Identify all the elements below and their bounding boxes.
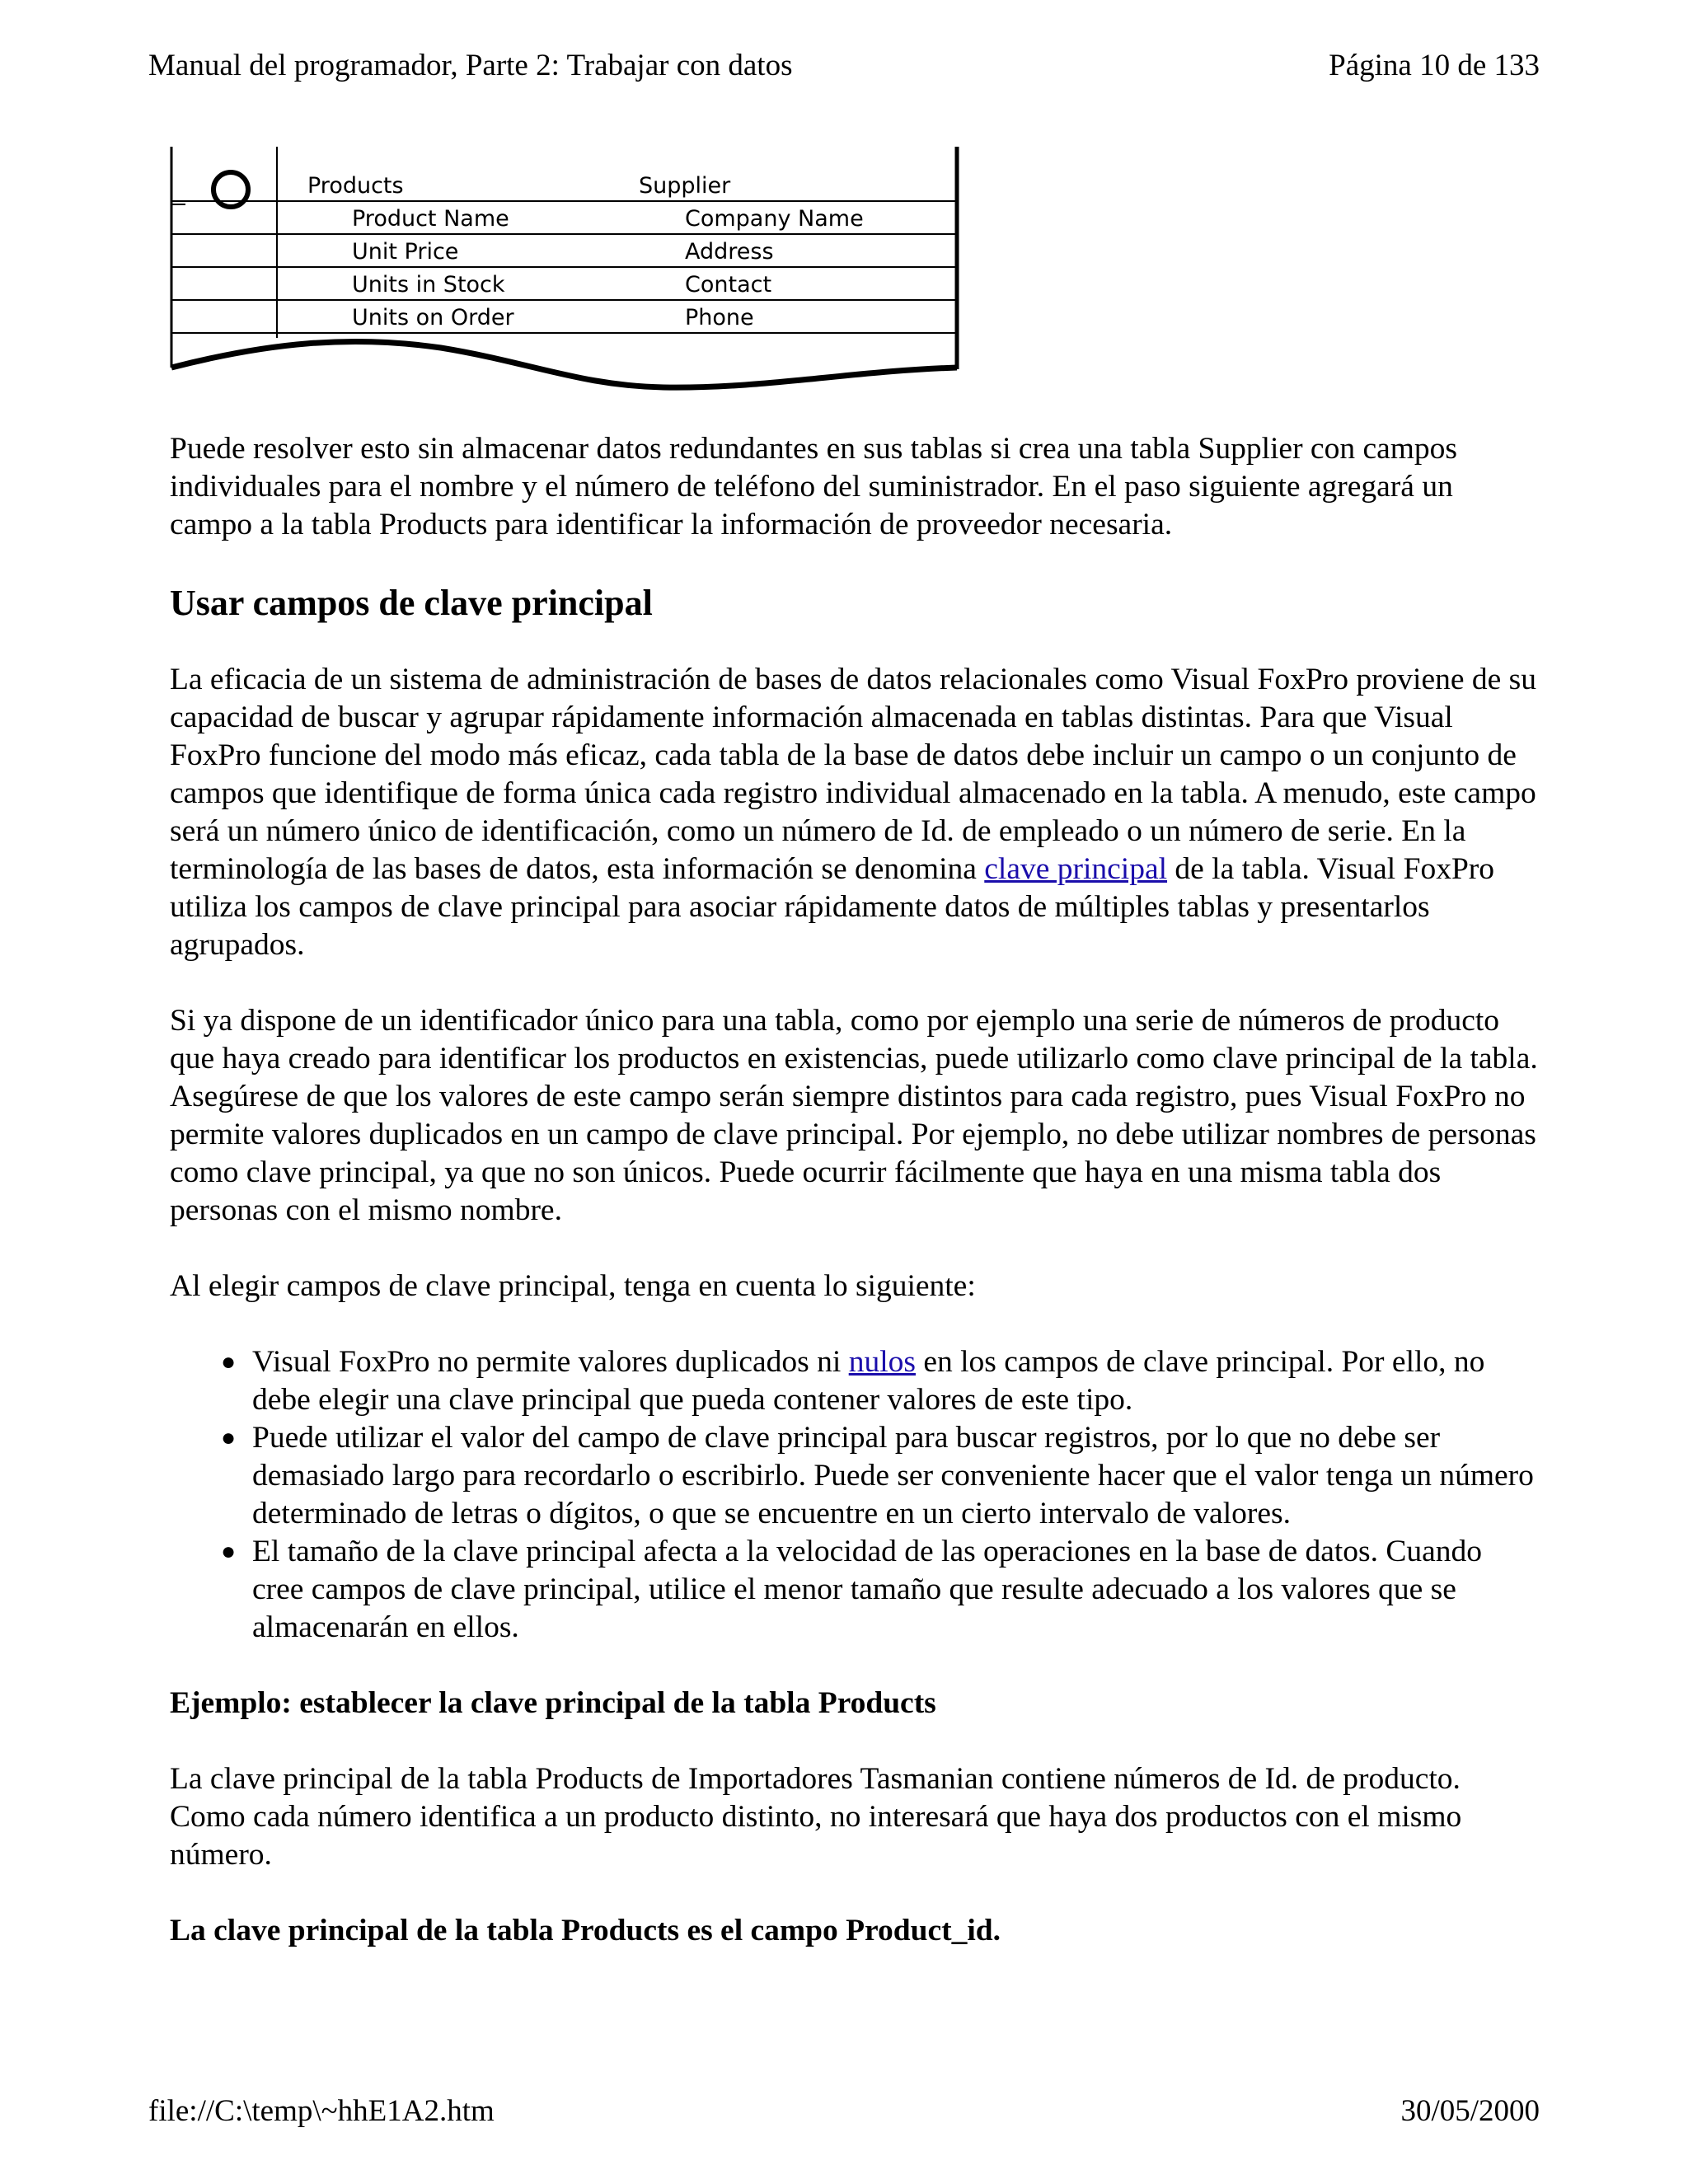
header-title: Manual del programador, Parte 2: Trabajar con datos bbox=[148, 49, 793, 82]
bullet-icon: ● bbox=[221, 1538, 237, 1565]
considerations-list bbox=[170, 1343, 1538, 1647]
supplier-field: Phone bbox=[685, 305, 754, 330]
list-item: ● El tamaño de la clave principal afecta a la velocidad de las operaciones en la base de datos. Cuando cree campos de clave principal, utilice el menor tamaño que resulte adecuado a los valores que se almacenarán en ellos. bbox=[221, 1535, 1483, 1644]
products-field: Units on Order bbox=[352, 305, 514, 330]
document-body bbox=[170, 430, 1538, 1988]
products-table-title: Products bbox=[307, 173, 404, 199]
header-page-number: Página 10 de 133 bbox=[1329, 49, 1540, 82]
paragraph-supplier-solution: Puede resolver esto sin almacenar datos redundantes en sus tablas si crea una tabla Supplier con campos individuales para el nombre y el número de teléfono del suministrador. En el paso siguiente agregará un campo a la tabla Products para identificar la información de proveedor necesaria. bbox=[170, 432, 1457, 541]
supplier-field: Contact bbox=[685, 272, 772, 298]
paragraph-considerations: Al elegir campos de clave principal, tenga en cuenta lo siguiente: bbox=[170, 1269, 976, 1303]
supplier-field: Company Name bbox=[685, 206, 864, 232]
nulos-link[interactable]: nulos bbox=[848, 1345, 916, 1379]
paragraph-example: La clave principal de la tabla Products de Importadores Tasmanian contiene números de Id. de producto. Como cada número identifica a un producto distinto, no interesará que haya dos productos con el mismo número. bbox=[170, 1762, 1462, 1872]
products-field: Product Name bbox=[352, 206, 509, 232]
section-heading: Usar campos de clave principal bbox=[170, 583, 653, 623]
footer-date: 30/05/2000 bbox=[1400, 2094, 1540, 2128]
list-item: ● Visual FoxPro no permite valores duplicados ni nulos en los campos de clave principal. Por ello, no debe elegir una clave principal que pueda contener valores de este tipo. bbox=[221, 1345, 1485, 1417]
bullet-icon: ● bbox=[221, 1348, 237, 1376]
paragraph-primary-key-intro: La eficacia de un sistema de administración de bases de datos relacionales como Visual FoxPro proviene de su capacidad de buscar y agrupar rápidamente información almacenada en tablas distintas. Para que Visual FoxPro funcione del modo más eficaz, cada tabla de la base de datos debe incluir un campo o un conjunto de campos que identifique de forma única cada registro individual almacenado en la tabla. A menudo, este campo será un número único de identificación, como un número de Id. de empleado o un número de serie. En la terminología de las bases de datos, esta información se denomina clave principal de la tabla. Visual FoxPro utiliza los campos de clave principal para asociar rápidamente datos de múltiples tablas y presentarlos agrupados. bbox=[170, 663, 1537, 962]
tables-diagram bbox=[169, 147, 973, 394]
bullet-icon: ● bbox=[221, 1424, 237, 1451]
example-heading: Ejemplo: establecer la clave principal de la tabla Products bbox=[170, 1686, 936, 1720]
supplier-table-title: Supplier bbox=[639, 173, 731, 199]
footer-file-path: file://C:\temp\~hhE1A2.htm bbox=[148, 2094, 495, 2128]
clave-principal-link[interactable]: clave principal bbox=[984, 852, 1168, 886]
list-item: ● Puede utilizar el valor del campo de clave principal para buscar registros, por lo que no debe ser demasiado largo para recordarlo o escribirlo. Puede ser conveniente hacer que el valor tenga un número determinado de letras o dígitos, o que se encuentre en un cierto intervalo de valores. bbox=[221, 1421, 1534, 1530]
products-field: Unit Price bbox=[352, 239, 459, 265]
paragraph-unique-identifier: Si ya dispone de un identificador único para una tabla, como por ejemplo una serie de números de producto que haya creado para identificar los productos en existencias, puede utilizarlo como clave principal de la tabla. Asegúrese de que los valores de este campo serán siempre distintos para cada registro, pues Visual FoxPro no permite valores duplicados en un campo de clave principal. Por ejemplo, no debe utilizar nombres de personas como clave principal, ya que no son únicos. Puede ocurrir fácilmente que haya en una misma tabla dos personas con el mismo nombre. bbox=[170, 1004, 1538, 1227]
supplier-field: Address bbox=[685, 239, 774, 265]
primary-key-statement: La clave principal de la tabla Products es el campo Product_id. bbox=[170, 1914, 1001, 1947]
products-field: Units in Stock bbox=[352, 272, 505, 298]
